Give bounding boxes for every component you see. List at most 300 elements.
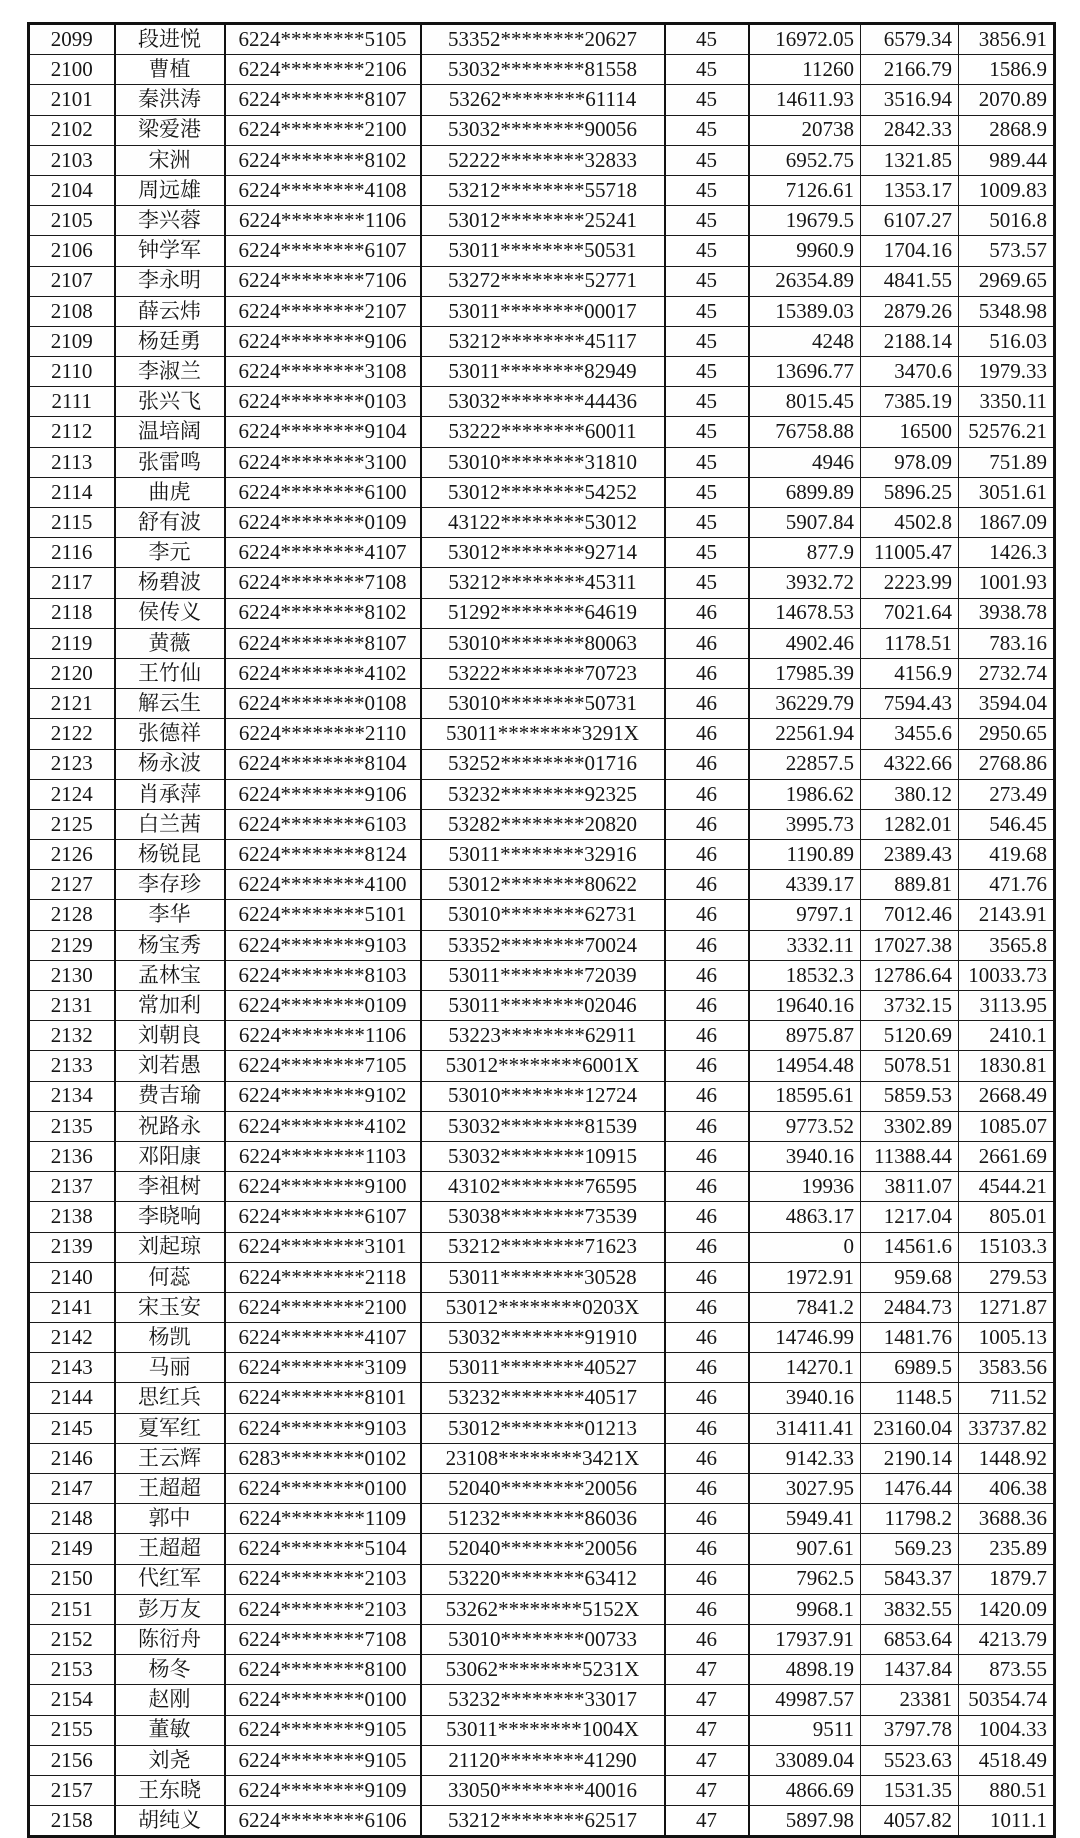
cell-amount-column-a: 9511: [749, 1715, 861, 1745]
table-row: [29, 206, 1055, 236]
cell-amount-column-a: 19679.5: [749, 206, 861, 236]
table-row: [29, 115, 1055, 145]
cell-masked-id-number: 53062********5231X: [421, 1655, 665, 1685]
cell-amount-column-b: 6853.64: [861, 1624, 959, 1654]
cell-amount-column-b: 4322.66: [861, 749, 959, 779]
table-row: [29, 719, 1055, 749]
cell-sequence-number: 2118: [29, 598, 115, 628]
cell-masked-id-number: 53032********90056: [421, 115, 665, 145]
cell-amount-column-c: 5348.98: [959, 296, 1055, 326]
cell-account-holder-name: 刘若愚: [115, 1051, 225, 1081]
cell-masked-bank-card-number: 6224********6106: [225, 1806, 421, 1837]
cell-masked-bank-card-number: 6224********8103: [225, 960, 421, 990]
cell-amount-column-c: 273.49: [959, 779, 1055, 809]
cell-group-code: 46: [665, 1051, 749, 1081]
cell-group-code: 46: [665, 960, 749, 990]
cell-group-code: 46: [665, 1413, 749, 1443]
cell-amount-column-b: 2188.14: [861, 326, 959, 356]
cell-sequence-number: 2141: [29, 1292, 115, 1322]
cell-amount-column-c: 50354.74: [959, 1685, 1055, 1715]
cell-masked-id-number: 51232********86036: [421, 1504, 665, 1534]
cell-sequence-number: 2153: [29, 1655, 115, 1685]
cell-account-holder-name: 思红兵: [115, 1383, 225, 1413]
cell-amount-column-b: 3811.07: [861, 1172, 959, 1202]
cell-amount-column-a: 4866.69: [749, 1775, 861, 1805]
cell-account-holder-name: 钟学军: [115, 236, 225, 266]
table-row: [29, 326, 1055, 356]
cell-masked-bank-card-number: 6224********6100: [225, 477, 421, 507]
cell-amount-column-a: 33089.04: [749, 1745, 861, 1775]
cell-amount-column-a: 1972.91: [749, 1262, 861, 1292]
table-row: [29, 930, 1055, 960]
cell-amount-column-a: 76758.88: [749, 417, 861, 447]
cell-sequence-number: 2114: [29, 477, 115, 507]
cell-amount-column-c: 10033.73: [959, 960, 1055, 990]
cell-masked-id-number: 53011********72039: [421, 960, 665, 990]
cell-amount-column-b: 6989.5: [861, 1353, 959, 1383]
cell-masked-id-number: 53282********20820: [421, 809, 665, 839]
cell-sequence-number: 2156: [29, 1745, 115, 1775]
cell-group-code: 45: [665, 538, 749, 568]
cell-group-code: 45: [665, 236, 749, 266]
cell-group-code: 47: [665, 1685, 749, 1715]
cell-account-holder-name: 周远雄: [115, 175, 225, 205]
cell-amount-column-b: 11798.2: [861, 1504, 959, 1534]
cell-amount-column-a: 5949.41: [749, 1504, 861, 1534]
cell-masked-bank-card-number: 6224********9102: [225, 1081, 421, 1111]
cell-amount-column-b: 5078.51: [861, 1051, 959, 1081]
cell-sequence-number: 2117: [29, 568, 115, 598]
table-row: [29, 1021, 1055, 1051]
cell-amount-column-b: 4156.9: [861, 658, 959, 688]
cell-group-code: 46: [665, 1443, 749, 1473]
table-row: [29, 1594, 1055, 1624]
cell-amount-column-a: 36229.79: [749, 689, 861, 719]
cell-group-code: 46: [665, 1202, 749, 1232]
cell-masked-id-number: 53222********70723: [421, 658, 665, 688]
cell-group-code: 46: [665, 900, 749, 930]
cell-amount-column-c: 3856.91: [959, 24, 1055, 55]
cell-account-holder-name: 祝路永: [115, 1111, 225, 1141]
cell-amount-column-c: 1271.87: [959, 1292, 1055, 1322]
cell-masked-bank-card-number: 6283********0102: [225, 1443, 421, 1473]
cell-masked-bank-card-number: 6224********6107: [225, 236, 421, 266]
cell-account-holder-name: 杨廷勇: [115, 326, 225, 356]
cell-masked-id-number: 33050********40016: [421, 1775, 665, 1805]
table-row: [29, 779, 1055, 809]
cell-amount-column-b: 1704.16: [861, 236, 959, 266]
cell-masked-id-number: 53032********10915: [421, 1141, 665, 1171]
cell-amount-column-c: 1586.9: [959, 55, 1055, 85]
cell-masked-id-number: 53012********01213: [421, 1413, 665, 1443]
cell-amount-column-b: 4502.8: [861, 508, 959, 538]
table-row: [29, 1383, 1055, 1413]
cell-amount-column-a: 4898.19: [749, 1655, 861, 1685]
cell-masked-id-number: 53212********71623: [421, 1232, 665, 1262]
cell-sequence-number: 2127: [29, 870, 115, 900]
cell-amount-column-c: 2732.74: [959, 658, 1055, 688]
cell-masked-id-number: 53232********40517: [421, 1383, 665, 1413]
table-row: [29, 1685, 1055, 1715]
cell-amount-column-b: 1531.35: [861, 1775, 959, 1805]
cell-sequence-number: 2147: [29, 1474, 115, 1504]
table-body: [29, 24, 1055, 1837]
cell-amount-column-b: 1321.85: [861, 145, 959, 175]
cell-group-code: 46: [665, 1383, 749, 1413]
table-row: [29, 175, 1055, 205]
cell-sequence-number: 2145: [29, 1413, 115, 1443]
cell-masked-bank-card-number: 6224********1106: [225, 206, 421, 236]
table-row: [29, 508, 1055, 538]
cell-amount-column-b: 11388.44: [861, 1141, 959, 1171]
table-row: [29, 1353, 1055, 1383]
cell-amount-column-c: 3594.04: [959, 689, 1055, 719]
cell-amount-column-b: 889.81: [861, 870, 959, 900]
cell-amount-column-a: 11260: [749, 55, 861, 85]
cell-masked-bank-card-number: 6224********1109: [225, 1504, 421, 1534]
cell-amount-column-b: 5859.53: [861, 1081, 959, 1111]
cell-amount-column-a: 9968.1: [749, 1594, 861, 1624]
cell-amount-column-b: 2484.73: [861, 1292, 959, 1322]
cell-amount-column-a: 1986.62: [749, 779, 861, 809]
cell-amount-column-b: 6579.34: [861, 24, 959, 55]
cell-group-code: 45: [665, 206, 749, 236]
cell-group-code: 46: [665, 749, 749, 779]
cell-sequence-number: 2106: [29, 236, 115, 266]
cell-sequence-number: 2115: [29, 508, 115, 538]
cell-masked-id-number: 53223********62911: [421, 1021, 665, 1051]
cell-masked-id-number: 53032********81539: [421, 1111, 665, 1141]
cell-account-holder-name: 代红军: [115, 1564, 225, 1594]
cell-amount-column-b: 2190.14: [861, 1443, 959, 1473]
table-row: [29, 658, 1055, 688]
cell-amount-column-c: 3051.61: [959, 477, 1055, 507]
cell-amount-column-c: 880.51: [959, 1775, 1055, 1805]
cell-amount-column-a: 4946: [749, 447, 861, 477]
cell-masked-bank-card-number: 6224********8101: [225, 1383, 421, 1413]
cell-amount-column-a: 14746.99: [749, 1323, 861, 1353]
cell-amount-column-c: 1867.09: [959, 508, 1055, 538]
cell-sequence-number: 2107: [29, 266, 115, 296]
cell-account-holder-name: 王超超: [115, 1474, 225, 1504]
cell-amount-column-c: 406.38: [959, 1474, 1055, 1504]
table-row: [29, 1775, 1055, 1805]
cell-masked-bank-card-number: 6224********9100: [225, 1172, 421, 1202]
cell-sequence-number: 2151: [29, 1594, 115, 1624]
cell-masked-bank-card-number: 6224********8102: [225, 145, 421, 175]
cell-group-code: 46: [665, 1141, 749, 1171]
cell-amount-column-a: 17985.39: [749, 658, 861, 688]
cell-sequence-number: 2104: [29, 175, 115, 205]
cell-masked-bank-card-number: 6224********2103: [225, 1564, 421, 1594]
table-row: [29, 991, 1055, 1021]
cell-masked-id-number: 53220********63412: [421, 1564, 665, 1594]
table-row: [29, 1202, 1055, 1232]
cell-masked-bank-card-number: 6224********1106: [225, 1021, 421, 1051]
cell-amount-column-b: 23160.04: [861, 1413, 959, 1443]
cell-account-holder-name: 李晓响: [115, 1202, 225, 1232]
cell-group-code: 45: [665, 447, 749, 477]
cell-amount-column-a: 3332.11: [749, 930, 861, 960]
cell-group-code: 45: [665, 24, 749, 55]
cell-account-holder-name: 王竹仙: [115, 658, 225, 688]
cell-masked-bank-card-number: 6224********0108: [225, 689, 421, 719]
cell-group-code: 46: [665, 840, 749, 870]
cell-masked-id-number: 53011********82949: [421, 357, 665, 387]
cell-masked-id-number: 53011********40527: [421, 1353, 665, 1383]
cell-account-holder-name: 薛云炜: [115, 296, 225, 326]
table-row: [29, 447, 1055, 477]
cell-group-code: 46: [665, 809, 749, 839]
cell-amount-column-c: 471.76: [959, 870, 1055, 900]
cell-account-holder-name: 马丽: [115, 1353, 225, 1383]
cell-account-holder-name: 张兴飞: [115, 387, 225, 417]
cell-masked-id-number: 53212********45117: [421, 326, 665, 356]
cell-sequence-number: 2136: [29, 1141, 115, 1171]
cell-masked-id-number: 53232********92325: [421, 779, 665, 809]
cell-masked-bank-card-number: 6224********9103: [225, 930, 421, 960]
cell-sequence-number: 2138: [29, 1202, 115, 1232]
cell-masked-bank-card-number: 6224********4107: [225, 538, 421, 568]
cell-amount-column-a: 3027.95: [749, 1474, 861, 1504]
cell-masked-bank-card-number: 6224********4108: [225, 175, 421, 205]
table-row: [29, 1745, 1055, 1775]
table-row: [29, 538, 1055, 568]
cell-amount-column-c: 711.52: [959, 1383, 1055, 1413]
cell-amount-column-a: 14270.1: [749, 1353, 861, 1383]
table-row: [29, 1806, 1055, 1837]
table-row: [29, 417, 1055, 447]
cell-masked-id-number: 53011********30528: [421, 1262, 665, 1292]
cell-amount-column-b: 2223.99: [861, 568, 959, 598]
table-row: [29, 55, 1055, 85]
cell-account-holder-name: 赵刚: [115, 1685, 225, 1715]
cell-group-code: 46: [665, 1474, 749, 1504]
cell-sequence-number: 2130: [29, 960, 115, 990]
cell-account-holder-name: 孟林宝: [115, 960, 225, 990]
cell-masked-id-number: 51292********64619: [421, 598, 665, 628]
cell-masked-bank-card-number: 6224********4100: [225, 870, 421, 900]
cell-group-code: 46: [665, 991, 749, 1021]
cell-amount-column-a: 6952.75: [749, 145, 861, 175]
cell-account-holder-name: 胡纯义: [115, 1806, 225, 1837]
cell-sequence-number: 2146: [29, 1443, 115, 1473]
cell-amount-column-b: 3302.89: [861, 1111, 959, 1141]
cell-amount-column-b: 978.09: [861, 447, 959, 477]
cell-group-code: 46: [665, 1534, 749, 1564]
cell-amount-column-a: 7126.61: [749, 175, 861, 205]
cell-amount-column-b: 2389.43: [861, 840, 959, 870]
cell-account-holder-name: 杨锐昆: [115, 840, 225, 870]
cell-amount-column-b: 5896.25: [861, 477, 959, 507]
cell-masked-id-number: 53012********92714: [421, 538, 665, 568]
cell-amount-column-c: 1005.13: [959, 1323, 1055, 1353]
cell-sequence-number: 2113: [29, 447, 115, 477]
cell-amount-column-b: 4841.55: [861, 266, 959, 296]
cell-amount-column-c: 1011.1: [959, 1806, 1055, 1837]
cell-amount-column-b: 7012.46: [861, 900, 959, 930]
cell-masked-id-number: 53262********61114: [421, 85, 665, 115]
cell-sequence-number: 2132: [29, 1021, 115, 1051]
cell-account-holder-name: 董敏: [115, 1715, 225, 1745]
cell-group-code: 46: [665, 1111, 749, 1141]
cell-sequence-number: 2102: [29, 115, 115, 145]
cell-group-code: 45: [665, 296, 749, 326]
cell-masked-id-number: 53352********20627: [421, 24, 665, 55]
cell-account-holder-name: 常加利: [115, 991, 225, 1021]
cell-sequence-number: 2100: [29, 55, 115, 85]
table-row: [29, 1262, 1055, 1292]
cell-amount-column-a: 15389.03: [749, 296, 861, 326]
cell-account-holder-name: 曹植: [115, 55, 225, 85]
cell-masked-bank-card-number: 6224********3100: [225, 447, 421, 477]
cell-account-holder-name: 张德祥: [115, 719, 225, 749]
cell-masked-id-number: 52222********32833: [421, 145, 665, 175]
table-row: [29, 749, 1055, 779]
cell-masked-bank-card-number: 6224********2100: [225, 1292, 421, 1322]
cell-masked-id-number: 53212********55718: [421, 175, 665, 205]
cell-masked-id-number: 53352********70024: [421, 930, 665, 960]
cell-amount-column-c: 2143.91: [959, 900, 1055, 930]
cell-amount-column-a: 16972.05: [749, 24, 861, 55]
table-row: [29, 1323, 1055, 1353]
cell-masked-bank-card-number: 6224********8104: [225, 749, 421, 779]
cell-sequence-number: 2120: [29, 658, 115, 688]
cell-amount-column-c: 989.44: [959, 145, 1055, 175]
cell-sequence-number: 2116: [29, 538, 115, 568]
cell-account-holder-name: 杨永波: [115, 749, 225, 779]
cell-group-code: 46: [665, 689, 749, 719]
cell-amount-column-b: 3832.55: [861, 1594, 959, 1624]
table-row: [29, 870, 1055, 900]
cell-masked-id-number: 53011********32916: [421, 840, 665, 870]
cell-sequence-number: 2125: [29, 809, 115, 839]
cell-masked-bank-card-number: 6224********3108: [225, 357, 421, 387]
cell-sequence-number: 2123: [29, 749, 115, 779]
cell-amount-column-a: 4339.17: [749, 870, 861, 900]
cell-amount-column-a: 19640.16: [749, 991, 861, 1021]
cell-amount-column-a: 17937.91: [749, 1624, 861, 1654]
cell-amount-column-c: 419.68: [959, 840, 1055, 870]
cell-account-holder-name: 李元: [115, 538, 225, 568]
cell-group-code: 46: [665, 1021, 749, 1051]
cell-amount-column-c: 33737.82: [959, 1413, 1055, 1443]
cell-amount-column-b: 959.68: [861, 1262, 959, 1292]
cell-amount-column-c: 2410.1: [959, 1021, 1055, 1051]
cell-amount-column-c: 3938.78: [959, 598, 1055, 628]
cell-account-holder-name: 温培阔: [115, 417, 225, 447]
table-row: [29, 598, 1055, 628]
cell-masked-id-number: 53011********50531: [421, 236, 665, 266]
cell-group-code: 45: [665, 508, 749, 538]
cell-amount-column-c: 2768.86: [959, 749, 1055, 779]
cell-sequence-number: 2121: [29, 689, 115, 719]
cell-amount-column-a: 13696.77: [749, 357, 861, 387]
cell-masked-id-number: 53010********00733: [421, 1624, 665, 1654]
cell-amount-column-c: 52576.21: [959, 417, 1055, 447]
cell-account-holder-name: 段进悦: [115, 24, 225, 55]
cell-account-holder-name: 李华: [115, 900, 225, 930]
cell-amount-column-c: 805.01: [959, 1202, 1055, 1232]
table-row: [29, 296, 1055, 326]
cell-masked-id-number: 53011********1004X: [421, 1715, 665, 1745]
cell-amount-column-c: 2070.89: [959, 85, 1055, 115]
table-row: [29, 1172, 1055, 1202]
cell-group-code: 45: [665, 477, 749, 507]
cell-account-holder-name: 刘尧: [115, 1745, 225, 1775]
cell-sequence-number: 2139: [29, 1232, 115, 1262]
table-row: [29, 1474, 1055, 1504]
cell-amount-column-c: 15103.3: [959, 1232, 1055, 1262]
cell-masked-id-number: 43102********76595: [421, 1172, 665, 1202]
cell-amount-column-a: 4863.17: [749, 1202, 861, 1232]
cell-account-holder-name: 费吉瑜: [115, 1081, 225, 1111]
cell-amount-column-b: 1148.5: [861, 1383, 959, 1413]
cell-amount-column-b: 1437.84: [861, 1655, 959, 1685]
cell-amount-column-b: 5523.63: [861, 1745, 959, 1775]
cell-amount-column-b: 11005.47: [861, 538, 959, 568]
cell-group-code: 46: [665, 1624, 749, 1654]
cell-masked-id-number: 53032********81558: [421, 55, 665, 85]
cell-account-holder-name: 王云辉: [115, 1443, 225, 1473]
cell-masked-id-number: 53012********54252: [421, 477, 665, 507]
cell-masked-bank-card-number: 6224********9105: [225, 1745, 421, 1775]
table-row: [29, 1624, 1055, 1654]
cell-amount-column-a: 18532.3: [749, 960, 861, 990]
cell-masked-bank-card-number: 6224********0109: [225, 508, 421, 538]
cell-sequence-number: 2142: [29, 1323, 115, 1353]
cell-sequence-number: 2157: [29, 1775, 115, 1805]
cell-masked-bank-card-number: 6224********5104: [225, 1534, 421, 1564]
cell-sequence-number: 2135: [29, 1111, 115, 1141]
table-row: [29, 1443, 1055, 1473]
cell-masked-bank-card-number: 6224********7105: [225, 1051, 421, 1081]
cell-sequence-number: 2152: [29, 1624, 115, 1654]
cell-masked-id-number: 53011********02046: [421, 991, 665, 1021]
cell-amount-column-a: 14611.93: [749, 85, 861, 115]
cell-masked-bank-card-number: 6224********9105: [225, 1715, 421, 1745]
cell-masked-bank-card-number: 6224********0100: [225, 1474, 421, 1504]
cell-group-code: 47: [665, 1715, 749, 1745]
cell-masked-bank-card-number: 6224********9103: [225, 1413, 421, 1443]
cell-masked-id-number: 21120********41290: [421, 1745, 665, 1775]
cell-group-code: 46: [665, 1323, 749, 1353]
cell-masked-bank-card-number: 6224********2110: [225, 719, 421, 749]
cell-masked-id-number: 53252********01716: [421, 749, 665, 779]
cell-masked-bank-card-number: 6224********7106: [225, 266, 421, 296]
cell-sequence-number: 2134: [29, 1081, 115, 1111]
cell-amount-column-a: 31411.41: [749, 1413, 861, 1443]
cell-account-holder-name: 夏军红: [115, 1413, 225, 1443]
cell-amount-column-a: 20738: [749, 115, 861, 145]
cell-account-holder-name: 侯传义: [115, 598, 225, 628]
cell-amount-column-a: 3940.16: [749, 1141, 861, 1171]
cell-account-holder-name: 刘朝良: [115, 1021, 225, 1051]
cell-amount-column-a: 4902.46: [749, 628, 861, 658]
cell-amount-column-a: 1190.89: [749, 840, 861, 870]
cell-group-code: 46: [665, 1564, 749, 1594]
cell-masked-id-number: 43122********53012: [421, 508, 665, 538]
cell-group-code: 45: [665, 417, 749, 447]
cell-amount-column-c: 573.57: [959, 236, 1055, 266]
cell-account-holder-name: 邓阳康: [115, 1141, 225, 1171]
cell-masked-bank-card-number: 6224********8107: [225, 628, 421, 658]
table-row: [29, 900, 1055, 930]
cell-amount-column-b: 2879.26: [861, 296, 959, 326]
cell-amount-column-a: 26354.89: [749, 266, 861, 296]
cell-account-holder-name: 杨冬: [115, 1655, 225, 1685]
cell-amount-column-a: 9960.9: [749, 236, 861, 266]
